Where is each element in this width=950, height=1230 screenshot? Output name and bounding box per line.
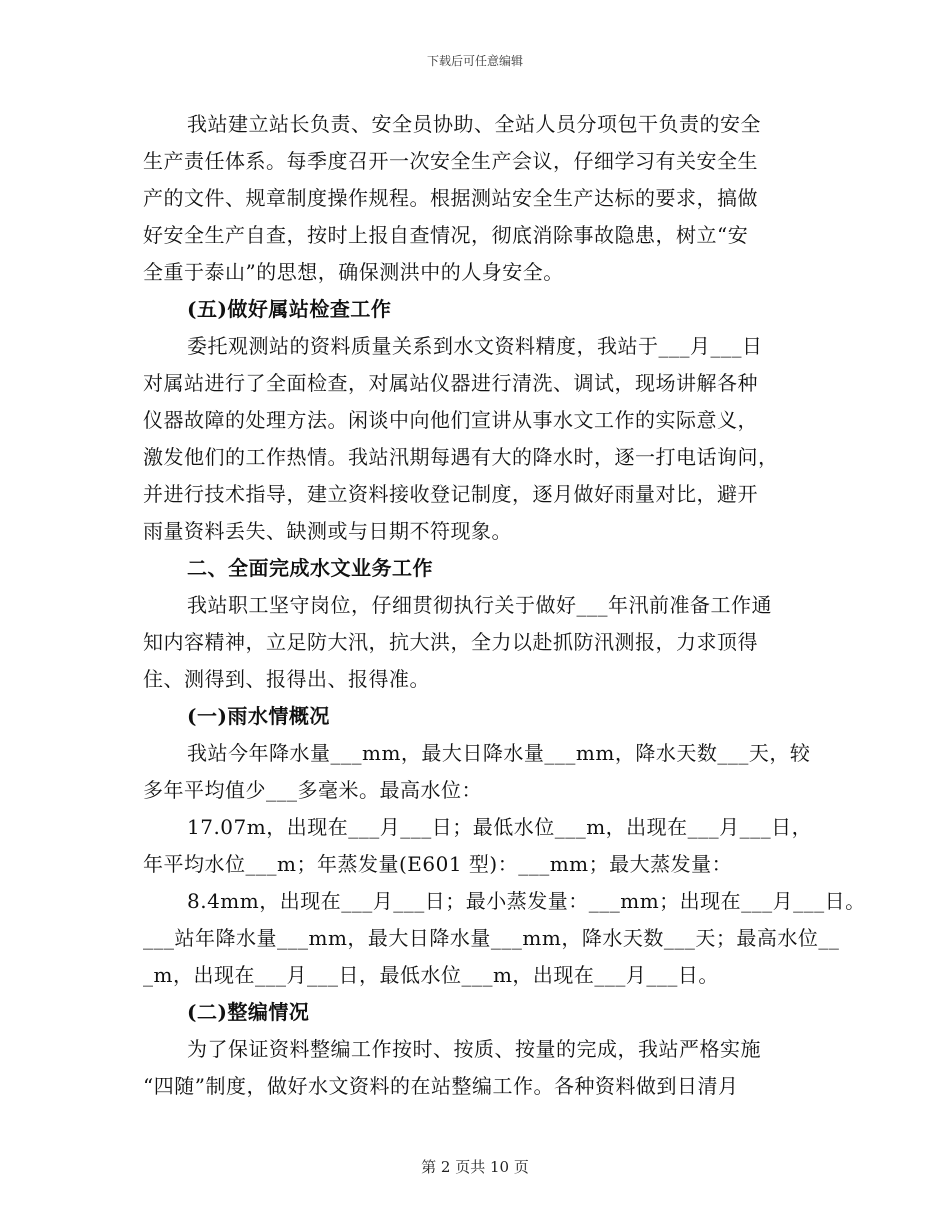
paragraph-line: 激发他们的工作热情。我站汛期每遇有大的降水时，逐一打电话询问，: [143, 445, 779, 469]
page-footer: 第 2 页共 10 页: [421, 1158, 529, 1176]
paragraph-line: 住、测得到、报得出、报得准。: [143, 667, 430, 691]
paragraph-line: 知内容精神，立足防大汛，抗大洪，全力以赴抓防汛测报，力求顶得: [143, 630, 758, 654]
paragraph-line: 好安全生产自查，按时上报自查情况，彻底消除事故隐患，树立“安: [143, 223, 749, 247]
paragraph-line: 并进行技术指导，建立资料接收登记制度，逐月做好雨量对比，避开: [143, 482, 758, 506]
paragraph-line: 仪器故障的处理方法。闲谈中向他们宣讲从事水文工作的实际意义，: [143, 408, 758, 432]
document-body: [143, 106, 866, 1105]
paragraph-line: 我站今年降水量___mm，最大日降水量___mm，降水天数___天，较: [187, 741, 811, 765]
paragraph-line: 8.4mm，出现在___月___日；最小蒸发量：___mm；出现在___月___日。: [187, 889, 866, 913]
paragraph-line: ___站年降水量___mm，最大日降水量___mm，降水天数___天；最高水位__: [143, 926, 840, 950]
paragraph-line: 对属站进行了全面检查，对属站仪器进行清洗、调试，现场讲解各种: [143, 371, 758, 395]
paragraph-line: 我站建立站长负责、安全员协助、全站人员分项包干负责的安全: [187, 112, 761, 136]
section-heading: 二、全面完成水文业务工作: [187, 556, 433, 580]
section-heading: (二)整编情况: [187, 1000, 310, 1024]
paragraph-line: 我站职工坚守岗位，仔细贯彻执行关于做好___年汛前准备工作通: [187, 593, 772, 617]
paragraph-line: “四随”制度，做好水文资料的在站整编工作。各种资料做到日清月: [143, 1074, 739, 1098]
paragraph-line: 多年平均值少___多毫米。最高水位：: [143, 778, 482, 802]
section-heading: (五)做好属站检查工作: [187, 297, 392, 321]
paragraph-line: 年平均水位___m；年蒸发量(E601 型)：___mm；最大蒸发量：: [143, 852, 733, 876]
paragraph-line: 委托观测站的资料质量关系到水文资料精度，我站于___月___日: [187, 334, 763, 358]
page-header: 下载后可任意编辑: [426, 54, 523, 68]
paragraph-line: 为了保证资料整编工作按时、按质、按量的完成，我站严格实施: [187, 1037, 761, 1061]
paragraph-line: _m，出现在___月___日，最低水位___m，出现在___月___日。: [143, 963, 719, 987]
section-heading: (一)雨水情概况: [187, 704, 330, 728]
paragraph-line: 生产责任体系。每季度召开一次安全生产会议，仔细学习有关安全生: [143, 149, 758, 173]
paragraph-line: 17.07m，出现在___月___日；最低水位___m，出现在___月___日，: [187, 815, 813, 839]
paragraph-line: 产的文件、规章制度操作规程。根据测站安全生产达标的要求，搞做: [143, 186, 758, 210]
paragraph-line: 全重于泰山”的思想，确保测洪中的人身安全。: [143, 260, 564, 284]
paragraph-line: 雨量资料丢失、缺测或与日期不符现象。: [143, 519, 512, 543]
